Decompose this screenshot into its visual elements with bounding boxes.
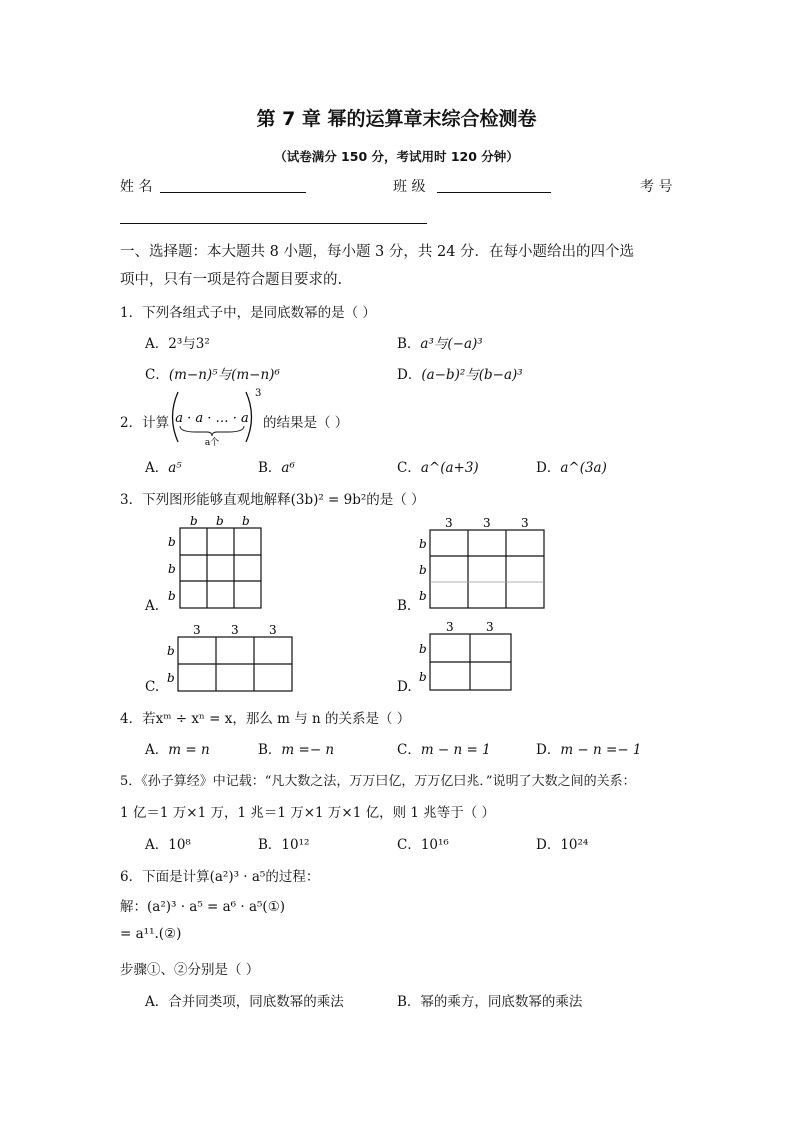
q4-option-d[interactable] (536, 738, 642, 758)
fig-c-top-3a: 3 (193, 623, 201, 637)
q6-option-b[interactable] (397, 990, 582, 1010)
id-label: 考 号 (640, 179, 673, 195)
q5-a-text: 10⁸ (168, 837, 191, 853)
q2-d-label: D． (536, 460, 561, 476)
q3-option-b-label[interactable]: B. (397, 598, 412, 614)
q3-figure-b (418, 514, 548, 612)
q3-stem: 3．下列图形能够直观地解释(3b)² = 9b²的是（ ） (120, 492, 425, 508)
fig-a-side-b2: b (168, 562, 176, 576)
q6-stem: 6．下面是计算(a²)³ · a⁵的过程： (120, 869, 320, 885)
q2-option-a[interactable] (145, 456, 182, 476)
q1-a-text: 2³与3² (168, 336, 210, 352)
fig-b-top-3a: 3 (445, 516, 453, 530)
q6-option-a[interactable] (145, 990, 344, 1010)
q2-a-text: a⁵ (168, 460, 182, 476)
q3-option-d-label[interactable]: D. (397, 679, 412, 695)
fig-b-side-b3: b (419, 589, 427, 603)
q6-solution-line2: = a¹¹.(②) (120, 926, 182, 942)
q6-a-label: A． (145, 994, 169, 1010)
q2-c-text: a^(a+3) (420, 460, 479, 476)
section-intro-line2: 项中，只有一项是符合题目要求的. (120, 272, 343, 288)
q4-b-label: B． (258, 742, 282, 758)
q1-d-text: (a−b)²与(b−a)³ (421, 367, 523, 383)
q2-option-c[interactable] (397, 456, 479, 476)
fig-a-top-b3: b (242, 514, 250, 528)
page-title: 第 7 章 幂的运算章末综合检测卷 (256, 108, 537, 130)
id-field[interactable] (120, 223, 427, 224)
q6-b-text: 幂的乘方，同底数幂的乘法 (420, 994, 583, 1010)
page-subtitle: （试卷满分 150 分，考试用时 120 分钟） (274, 149, 519, 164)
q6-question: 步骤①、②分别是（ ） (120, 962, 260, 978)
q4-a-label: A． (145, 742, 169, 758)
fig-a-top-b2: b (216, 514, 224, 528)
fig-b-side-b2: b (419, 563, 427, 577)
q1-a-label: A． (145, 336, 169, 352)
section-intro-line1: 一、选择题：本大题共 8 小题，每小题 3 分，共 24 分．在每小题给出的四个选 (120, 244, 635, 260)
fig-c-top-3c: 3 (269, 623, 277, 637)
q1-b-label: B． (397, 336, 421, 352)
q2-suffix: 的结果是（ ） (263, 415, 349, 431)
q2-expression (166, 386, 262, 448)
q3-option-c-label[interactable]: C. (145, 679, 160, 695)
q3-figure-a (166, 512, 266, 612)
q4-d-label: D． (536, 742, 561, 758)
class-label: 班 级 (393, 179, 426, 195)
q1-option-a[interactable] (145, 332, 210, 352)
q5-line1: 5．《孙子算经》中记载：“凡大数之法，万万曰亿，万万亿曰兆．”说明了大数之间的关系： (120, 774, 636, 789)
fig-c-side-b1: b (167, 644, 175, 658)
fig-d-top-3a: 3 (446, 620, 454, 634)
fig-d-side-b1: b (419, 642, 427, 656)
q2-a-label: A． (145, 460, 169, 476)
q5-c-text: 10¹⁶ (420, 837, 449, 853)
q2-b-label: B． (258, 460, 282, 476)
q5-b-label: B． (258, 837, 282, 853)
q4-b-text: m =− n (281, 742, 335, 758)
q4-d-text: m − n =− 1 (560, 742, 642, 758)
q2-b-text: a⁶ (281, 460, 295, 476)
q1-option-d[interactable] (397, 363, 523, 383)
name-field[interactable] (160, 192, 306, 193)
q2-d-text: a^(3a) (560, 460, 607, 476)
fig-a-side-b3: b (168, 589, 176, 603)
q1-option-c[interactable] (145, 363, 280, 383)
q5-option-b[interactable] (258, 833, 309, 853)
q6-b-label: B． (397, 994, 421, 1010)
q1-c-label: C． (145, 367, 169, 383)
fig-c-side-b2: b (167, 671, 175, 685)
q5-option-a[interactable] (145, 833, 191, 853)
q5-d-label: D． (536, 837, 561, 853)
q3-figure-d (418, 618, 518, 694)
q1-stem: 1．下列各组式子中，是同底数幂的是（ ） (120, 305, 376, 321)
q1-c-text: (m−n)⁵与(m−n)⁶ (168, 367, 280, 383)
fig-b-side-b1: b (419, 537, 427, 551)
q4-c-label: C． (397, 742, 421, 758)
fig-b-top-3c: 3 (521, 516, 529, 530)
q4-option-c[interactable] (397, 738, 491, 758)
fig-d-side-b2: b (419, 670, 427, 684)
name-label: 姓 名 (120, 179, 153, 195)
q2-option-d[interactable] (536, 456, 607, 476)
q2-option-b[interactable] (258, 456, 295, 476)
q5-d-text: 10²⁴ (560, 837, 589, 853)
fig-d-top-3b: 3 (486, 620, 494, 634)
q5-a-label: A． (145, 837, 169, 853)
q2-c-label: C． (397, 460, 421, 476)
fig-c-top-3b: 3 (231, 623, 239, 637)
fig-b-top-3b: 3 (483, 516, 491, 530)
q3-option-a-label[interactable]: A. (145, 598, 160, 614)
q3-figure-c (166, 622, 298, 694)
q1-option-b[interactable] (397, 332, 483, 352)
q2-prefix: 2．计算 (120, 415, 170, 431)
class-field[interactable] (437, 192, 551, 193)
q4-c-text: m − n = 1 (420, 742, 491, 758)
q4-option-b[interactable] (258, 738, 334, 758)
q6-solution-line1: 解：(a²)³ · a⁵ = a⁶ · a⁵(①) (120, 899, 286, 915)
q2-inner: a · a · … · a (175, 411, 249, 426)
q5-option-c[interactable] (397, 833, 449, 853)
q2-exponent: 3 (255, 388, 262, 399)
underbrace (180, 426, 244, 436)
q5-line2: 1 亿＝1 万×1 万，1 兆＝1 万×1 万×1 亿，则 1 兆等于（ ） (120, 805, 496, 821)
q1-b-text: a³与(−a)³ (420, 336, 483, 352)
q4-stem: 4．若xᵐ ÷ xⁿ = x，那么 m 与 n 的关系是（ ） (120, 711, 411, 727)
q6-a-text: 合并同类项，同底数幂的乘法 (168, 994, 344, 1010)
fig-a-side-b1: b (168, 535, 176, 549)
q5-b-text: 10¹² (281, 837, 310, 853)
q4-a-text: m = n (168, 742, 210, 758)
q2-under: a个 (204, 438, 220, 448)
q5-option-d[interactable] (536, 833, 588, 853)
q5-c-label: C． (397, 837, 421, 853)
fig-a-top-b1: b (190, 514, 198, 528)
q1-d-label: D． (397, 367, 422, 383)
q4-option-a[interactable] (145, 738, 210, 758)
